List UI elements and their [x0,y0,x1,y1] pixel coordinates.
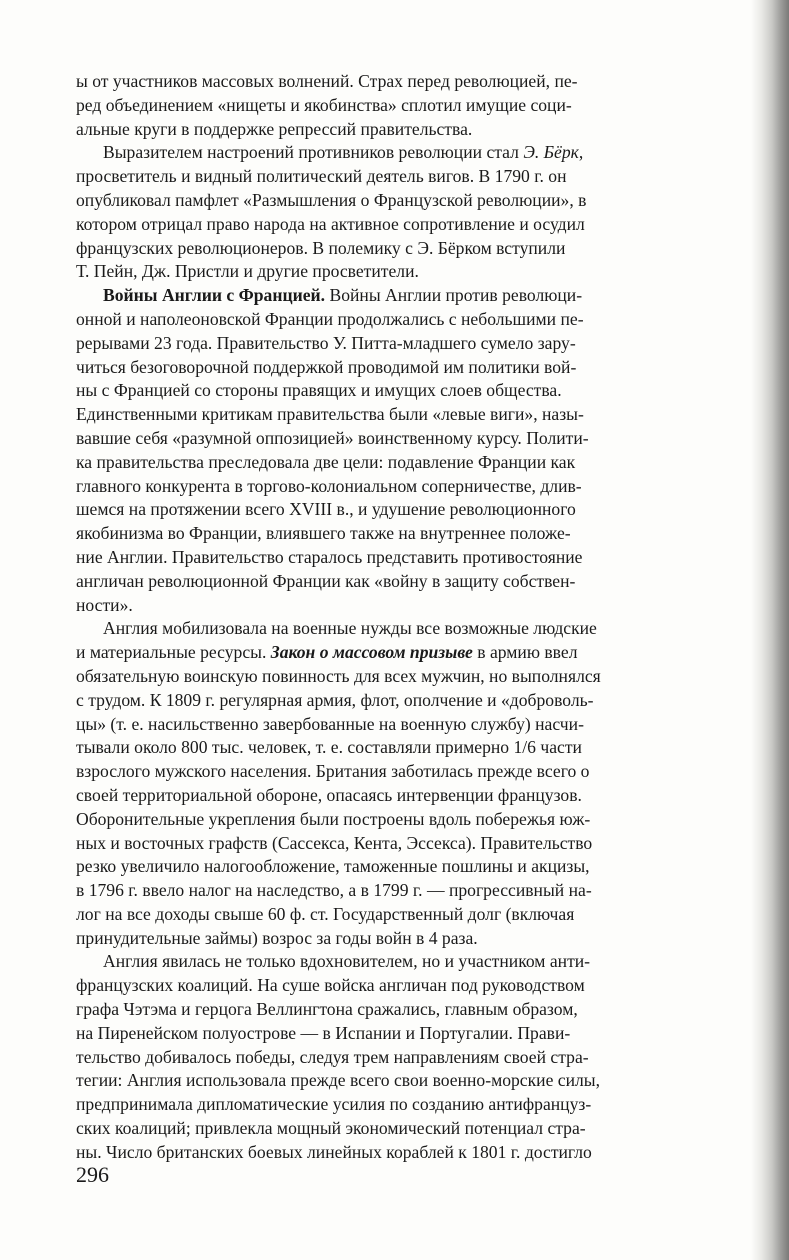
text-line: шемся на протяжении всего XVIII в., и удушение революционного [76,499,576,520]
text-line: Единственными критикам правительства были «левые виги», назы- [76,404,584,425]
text-line: французских коалиций. На суше войска англичан под руководством [76,975,585,996]
text-line: якобинизма во Франции, влиявшего также на внутреннее положе- [76,523,571,544]
text-segment: Выразителем настроений противников революции стал [103,142,524,163]
text-line: тегии: Англия использовала прежде всего свои военно-морские силы, [76,1070,601,1091]
text-line: лог на все доходы свыше 60 ф. ст. Государственный долг (включая [76,903,575,924]
text-line: в 1796 г. ввело налог на наследство, а в 1799 г. — прогрессивный на- [76,880,592,901]
text-line: тельство добивалось победы, следуя трем направлениям своей стра- [76,1046,589,1067]
text-line: ние Англии. Правительство старалось представить противостояние [76,546,583,567]
text-line: альные круги в поддержке репрессий правительства. [76,118,473,139]
section-heading: Войны Англии с Францией. [103,285,326,306]
page-body-text [76,70,756,1165]
text-line: взрослого мужского населения. Британия заботилась прежде всего о [76,761,590,782]
text-line: Англия явилась не только вдохновителем, но и участником анти- [103,951,591,972]
text-line: на Пиренейском полуострове — в Испании и Португалии. Прави- [76,1022,571,1043]
text-line: обязательную воинскую повинность для всех мужчин, но выполнялся [76,665,601,686]
text-line: ны. Число британских боевых линейных кораблей к 1801 г. достигло [76,1141,592,1162]
page-number: 296 [76,1162,109,1187]
book-spine-shadow [751,0,789,1260]
text-line: цы» (т. е. насильственно завербованные на военную службу) насчи- [76,713,584,734]
text-line: рерывами 23 года. Правительство У. Питта-младшего сумело зару- [76,332,576,353]
text-line: ских коалиций; привлекла мощный экономический потенциал стра- [76,1118,586,1139]
text-line: ка правительства преследовала две цели: подавление Франции как [76,451,576,472]
text-line: Англия мобилизовала на военные нужды все возможные людские [103,618,597,639]
text-line: ы от участников массовых волнений. Страх перед революцией, пе- [76,71,578,91]
person-name: Э. Бёрк [523,142,579,163]
text-line: Оборонительные укрепления были построены вдоль побережья юж- [76,808,591,829]
text-line: опубликовал памфлет «Размышления о Французской революции», в [76,189,587,210]
text-line: читься безоговорочной поддержкой проводимой им политики вой- [76,356,577,377]
text-line: главного конкурента в торгово-колониальном соперничестве, длив- [76,475,582,496]
text-line: ны с Францией со стороны правящих и имущих слоев общества. [76,380,562,401]
text-line: котором отрицал право народа на активное сопротивление и осудил [76,213,585,234]
text-line: ности». [76,594,133,615]
text-line: предпринимала дипломатические усилия по созданию антифранцуз- [76,1094,592,1115]
text-line [76,641,756,665]
text-line: своей территориальной обороне, опасаясь интервенции французов. [76,784,582,805]
text-line: с трудом. К 1809 г. регулярная армия, флот, ополчение и «доброволь- [76,689,594,710]
text-line [76,284,756,308]
text-line: резко увеличило налогообложение, таможенные пошлины и акцизы, [76,856,590,877]
text-segment: Войны Англии против революци- [325,285,583,306]
text-line: Т. Пейн, Дж. Пристли и другие просветители. [76,261,419,282]
text-line: онной и наполеоновской Франции продолжались с небольшими пе- [76,308,584,329]
text-line: ных и восточных графств (Сассекса, Кента, Эссекса). Правительство [76,832,593,853]
text-line: графа Чэтэма и герцога Веллингтона сражались, главным образом, [76,999,578,1020]
text-line: ред объединением «нищеты и якобинства» сплотил имущие соци- [76,94,572,115]
text-segment: в армию ввел [472,642,578,663]
text-line: тывали около 800 тыс. человек, т. е. составляли примерно 1/6 части [76,737,582,758]
text-segment: и материальные ресурсы. [76,642,271,663]
text-line: Выразителем настроений противников революции стал Э. Бёрк, [103,142,584,163]
text-line: англичан революционной Франции как «войну в защиту собствен- [76,570,576,591]
text-line: вавшие себя «разумной оппозицией» воинственному курсу. Полити- [76,427,589,448]
text-line: просветитель и видный политический деятель вигов. В 1790 г. он [76,166,567,187]
text-line: французских революционеров. В полемику с Э. Бёрком вступили [76,237,566,258]
law-term: Закон о массовом призыве [270,642,473,663]
text-line: принудительные займы) возрос за годы войн в 4 раза. [76,927,478,948]
